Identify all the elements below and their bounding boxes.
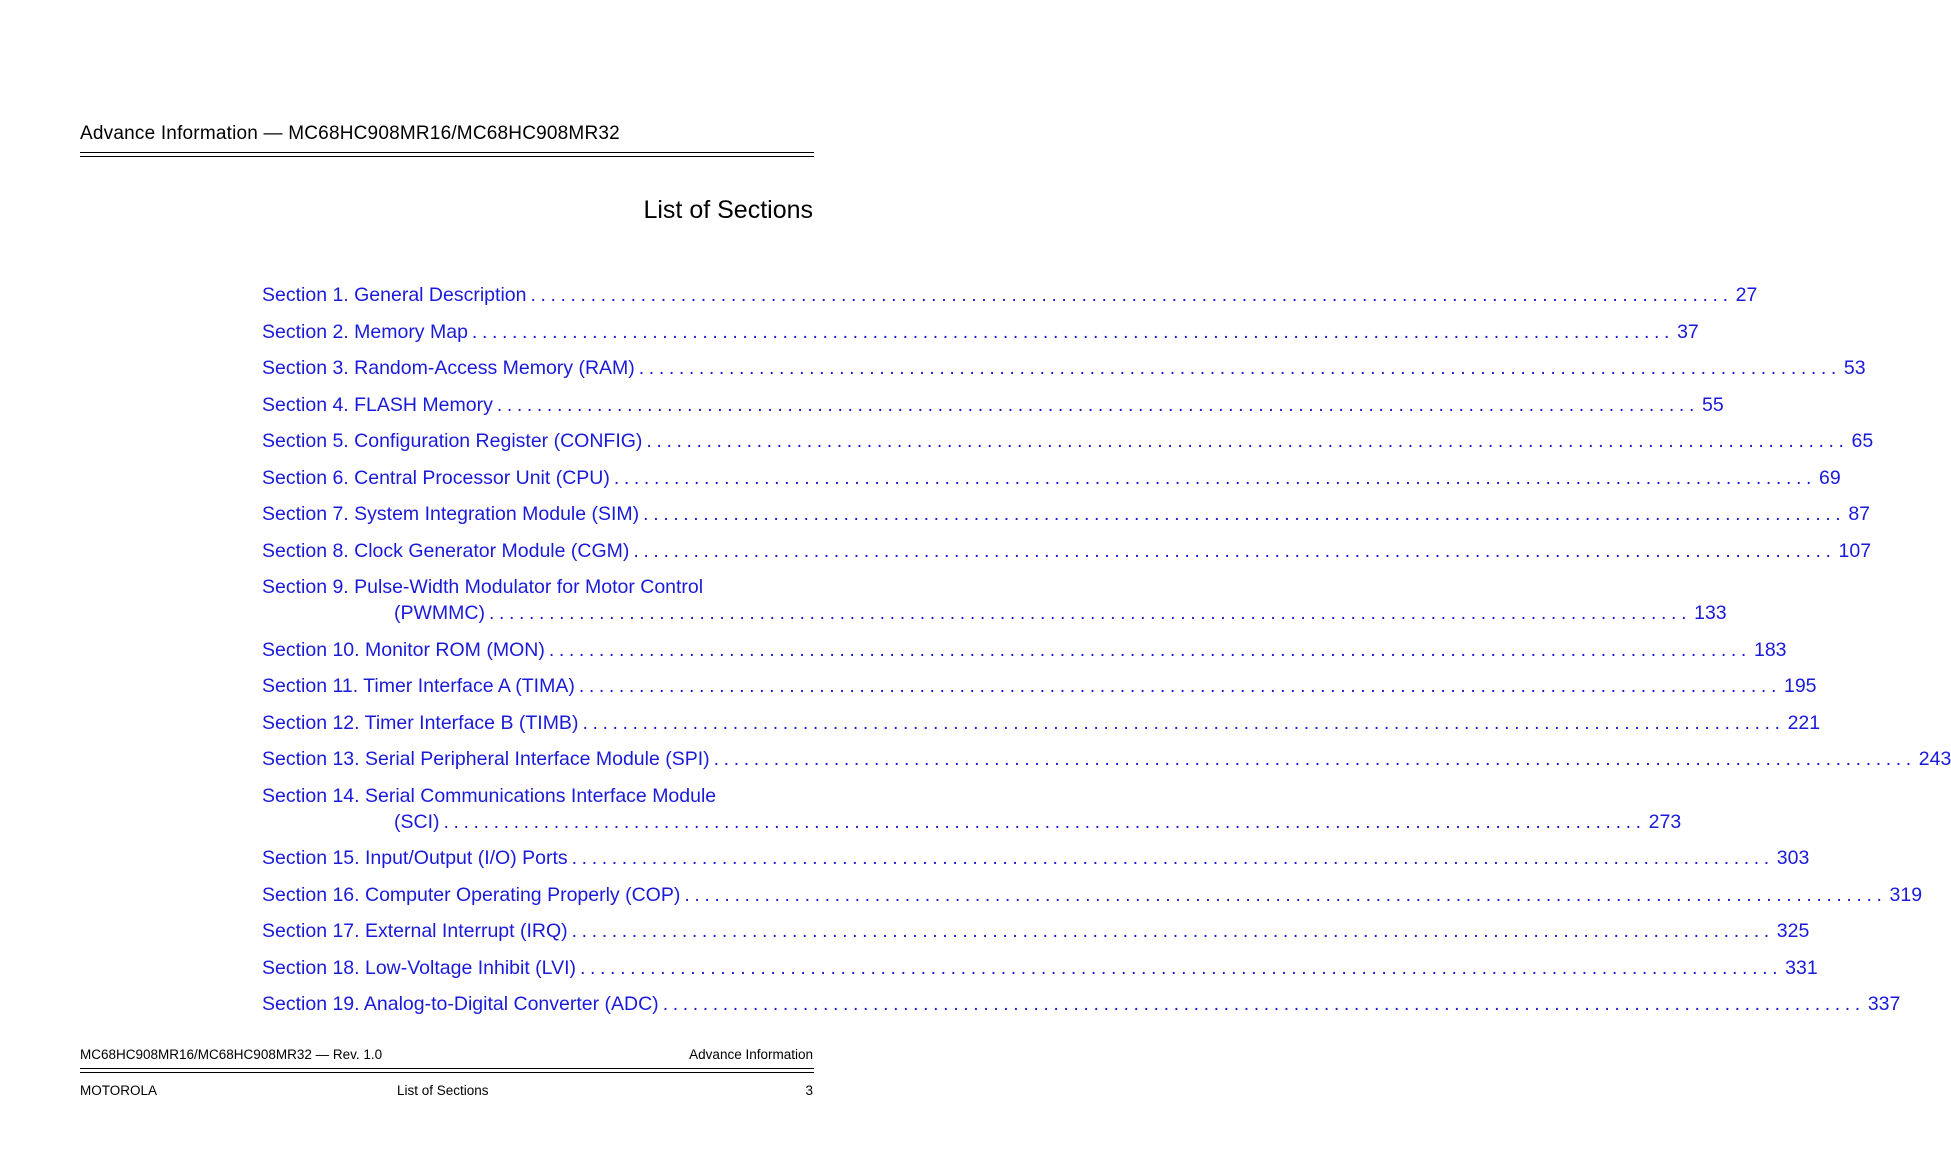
toc-page-number: 183: [1753, 638, 1787, 661]
toc-entry[interactable]: [262, 746, 1951, 772]
toc-line: [262, 882, 1923, 908]
toc-page-number: 243: [1918, 748, 1951, 770]
dot-leader: ........................................................................................................................: [578, 675, 1781, 697]
toc-entry-title: Section 1. General Description: [262, 284, 527, 306]
dot-leader: ........................................................................................................................: [548, 638, 1751, 661]
toc-page-number: 37: [1677, 320, 1699, 343]
toc-entry[interactable]: [262, 282, 1758, 308]
toc-entry-title: Section 17. External Interrupt (IRQ): [262, 920, 568, 942]
toc-entry-title: Section 5. Configuration Register (CONFIG): [262, 430, 643, 452]
toc-page-number: 337: [1867, 993, 1901, 1015]
toc-line: [262, 574, 814, 600]
toc-line: [262, 428, 1874, 454]
toc-entry-title: Section 13. Serial Peripheral Interface Module (SPI): [262, 748, 710, 770]
toc-entry[interactable]: [262, 845, 1810, 871]
toc-entry-title: Section 6. Central Processor Unit (CPU): [262, 466, 610, 489]
toc-page-number: 107: [1838, 539, 1872, 562]
dot-leader: ........................................................................................................................: [646, 430, 1849, 452]
toc-line: [262, 465, 1841, 491]
dot-leader: ........................................................................................................................: [643, 503, 1846, 525]
toc-entry[interactable]: [262, 465, 1841, 491]
header-rule-bottom: [80, 156, 814, 157]
dot-leader: ........................................................................................................................: [633, 539, 1836, 562]
footer-doc-type: Advance Information: [689, 1047, 813, 1062]
toc-entry[interactable]: [262, 918, 1810, 944]
toc-entry[interactable]: [262, 501, 1871, 527]
toc-entry[interactable]: [262, 319, 1699, 345]
dot-leader: ........................................................................................................................: [582, 711, 1785, 734]
toc-line: [262, 319, 1699, 345]
toc-page-number: 331: [1785, 956, 1818, 979]
toc-page-number: 273: [1648, 810, 1682, 833]
toc-page-number: 133: [1694, 602, 1727, 624]
toc-line: [262, 392, 1724, 418]
toc-entry-title: Section 9. Pulse-Width Modulator for Motor Control: [262, 576, 704, 598]
toc-line: [262, 501, 1871, 527]
footer-doc-rev: MC68HC908MR16/MC68HC908MR32 — Rev. 1.0: [80, 1047, 383, 1062]
toc-entry-title: Section 10. Monitor ROM (MON): [262, 638, 545, 661]
toc-page-number: 27: [1735, 284, 1758, 306]
toc-entry[interactable]: [262, 882, 1923, 908]
toc-line: [262, 538, 1872, 564]
toc-line: [262, 637, 1787, 663]
dot-leader: ........................................................................................................................: [613, 466, 1817, 489]
toc-page-number: 319: [1889, 883, 1923, 906]
page-title: List of Sections: [643, 196, 813, 224]
toc-entry[interactable]: [262, 428, 1874, 454]
toc-line: [262, 918, 1810, 944]
dot-leader: ........................................................................................................................: [684, 883, 1887, 906]
footer-rule-top: [80, 1068, 814, 1069]
toc-line: [262, 673, 1817, 699]
dot-leader: ........................................................................................................................: [530, 284, 1733, 306]
toc-page-number: 325: [1776, 920, 1810, 942]
toc-page-number: 87: [1848, 503, 1871, 525]
footer-page-number: 3: [805, 1083, 813, 1098]
toc-entry[interactable]: [262, 710, 1821, 736]
dot-leader: ........................................................................................................................: [571, 847, 1774, 869]
dot-leader: ........................................................................................................................: [471, 320, 1675, 343]
table-of-contents: [262, 282, 1951, 1028]
toc-entry-title: Section 12. Timer Interface B (TIMB): [262, 711, 579, 734]
toc-line: [262, 845, 1810, 871]
toc-entry-title: Section 16. Computer Operating Properly (COP): [262, 883, 681, 906]
dot-leader: ........................................................................................................................: [443, 810, 1646, 833]
toc-entry-title: Section 18. Low-Voltage Inhibit (LVI): [262, 956, 576, 979]
toc-entry-title: Section 14. Serial Communications Interface Module: [262, 784, 717, 807]
toc-page-number: 69: [1819, 466, 1841, 489]
toc-entry[interactable]: [262, 955, 1818, 981]
toc-entry[interactable]: [262, 673, 1817, 699]
toc-entry-title: Section 15. Input/Output (I/O) Ports: [262, 847, 568, 869]
running-header: Advance Information — MC68HC908MR16/MC68HC908MR32: [80, 123, 620, 144]
dot-leader: ........................................................................................................................: [638, 357, 1841, 379]
toc-line: [262, 282, 1758, 308]
toc-entry-title: Section 7. System Integration Module (SIM): [262, 503, 640, 525]
toc-line: [262, 746, 1951, 772]
toc-line: [262, 783, 814, 809]
toc-page-number: 55: [1701, 393, 1724, 416]
toc-entry[interactable]: [262, 392, 1724, 418]
dot-leader: ........................................................................................................................: [662, 993, 1865, 1015]
toc-entry-title: (SCI): [394, 810, 440, 833]
toc-entry-title: Section 11. Timer Interface A (TIMA): [262, 675, 575, 697]
dot-leader: ........................................................................................................................: [488, 602, 1692, 624]
toc-entry-title: Section 8. Clock Generator Module (CGM): [262, 539, 630, 562]
toc-line: [262, 955, 1818, 981]
toc-line: [262, 809, 1682, 835]
toc-entry[interactable]: [262, 538, 1872, 564]
footer-section-name: List of Sections: [397, 1083, 489, 1098]
toc-entry-title: Section 19. Analog-to-Digital Converter (ADC): [262, 993, 659, 1015]
footer-rule-bottom: [80, 1072, 814, 1073]
dot-leader: ........................................................................................................................: [713, 748, 1916, 770]
footer-company: MOTOROLA: [80, 1083, 158, 1098]
header-rule-top: [80, 152, 814, 153]
toc-page-number: 195: [1783, 675, 1817, 697]
toc-line: [262, 991, 1901, 1017]
toc-line: [262, 355, 1866, 381]
toc-entry[interactable]: [262, 355, 1866, 381]
dot-leader: ........................................................................................................................: [496, 393, 1699, 416]
toc-page-number: 53: [1843, 357, 1866, 379]
toc-entry-title: Section 2. Memory Map: [262, 320, 468, 343]
toc-line: [262, 600, 1727, 626]
toc-page-number: 221: [1787, 711, 1821, 734]
toc-line: [262, 710, 1821, 736]
toc-entry[interactable]: [262, 783, 1682, 835]
toc-entry[interactable]: [262, 991, 1901, 1017]
dot-leader: ........................................................................................................................: [580, 956, 1783, 979]
toc-entry-title: (PWMMC): [394, 602, 485, 624]
toc-entry[interactable]: [262, 637, 1787, 663]
toc-entry-title: Section 3. Random-Access Memory (RAM): [262, 357, 635, 379]
dot-leader: ........................................................................................................................: [571, 920, 1774, 942]
toc-entry-title: Section 4. FLASH Memory: [262, 393, 493, 416]
toc-page-number: 303: [1776, 847, 1810, 869]
toc-page-number: 65: [1851, 430, 1874, 452]
toc-entry[interactable]: [262, 574, 1727, 626]
